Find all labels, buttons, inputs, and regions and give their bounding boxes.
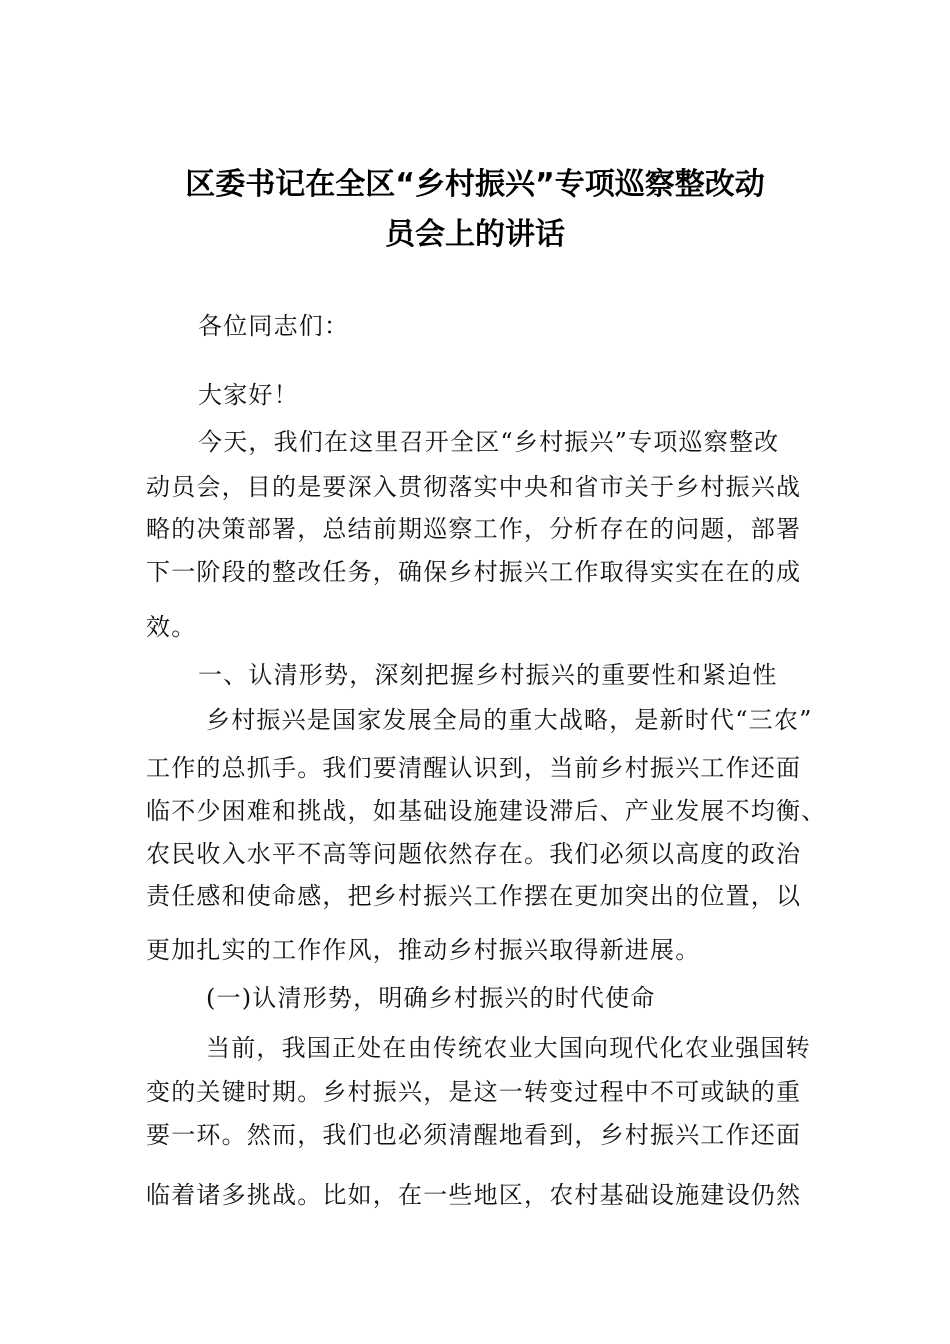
title-line-2: 员会上的讲话: [385, 217, 565, 252]
paragraph-1-line-4: 下一阶段的整改任务，确保乡村振兴工作取得实实在在的成: [146, 558, 802, 586]
paragraph-1-line-1: 今天，我们在这里召开全区“乡村振兴”专项巡察整改: [198, 428, 780, 456]
paragraph-1-line-3: 略的决策部署，总结前期巡察工作，分析存在的问题，部署: [146, 515, 802, 543]
section-heading-1: 一、认清形势，深刻把握乡村振兴的重要性和紧迫性: [198, 661, 778, 689]
paragraph-3-line-1: 当前，我国正处在由传统农业大国向现代化农业强国转: [206, 1034, 811, 1062]
salutation: 各位同志们：: [198, 312, 350, 340]
title-line-1: 区委书记在全区“乡村振兴”专项巡察整改动: [185, 167, 765, 202]
paragraph-2-line-5: 责任感和使命感，把乡村振兴工作摆在更加突出的位置，以: [146, 882, 802, 910]
paragraph-2-line-4: 农民收入水平不高等问题依然存在。我们必须以高度的政治: [146, 840, 802, 868]
sub-heading-1: (一)认清形势，明确乡村振兴的时代使命: [206, 984, 656, 1012]
paragraph-2-line-2: 工作的总抓手。我们要清醒认识到，当前乡村振兴工作还面: [146, 754, 802, 782]
paragraph-2-line-1: 乡村振兴是国家发展全局的重大战略，是新时代“三农”: [206, 706, 813, 734]
paragraph-1-line-2: 动员会，目的是要深入贯彻落实中央和省市关于乡村振兴战: [146, 473, 802, 501]
paragraph-2-line-6: 更加扎实的工作作风，推动乡村振兴取得新进展。: [146, 936, 701, 964]
paragraph-3-line-2: 变的关键时期。乡村振兴，是这一转变过程中不可或缺的重: [146, 1078, 802, 1106]
greeting: 大家好！: [198, 381, 299, 409]
paragraph-1-line-5: 效。: [146, 613, 197, 641]
paragraph-2-line-3: 临不少困难和挑战，如基础设施建设滞后、产业发展不均衡、: [146, 797, 827, 825]
paragraph-3-line-4: 临着诸多挑战。比如，在一些地区，农村基础设施建设仍然: [146, 1181, 802, 1209]
document-title: [140, 160, 810, 260]
paragraph-3-line-3: 要一环。然而，我们也必须清醒地看到，乡村振兴工作还面: [146, 1121, 802, 1149]
